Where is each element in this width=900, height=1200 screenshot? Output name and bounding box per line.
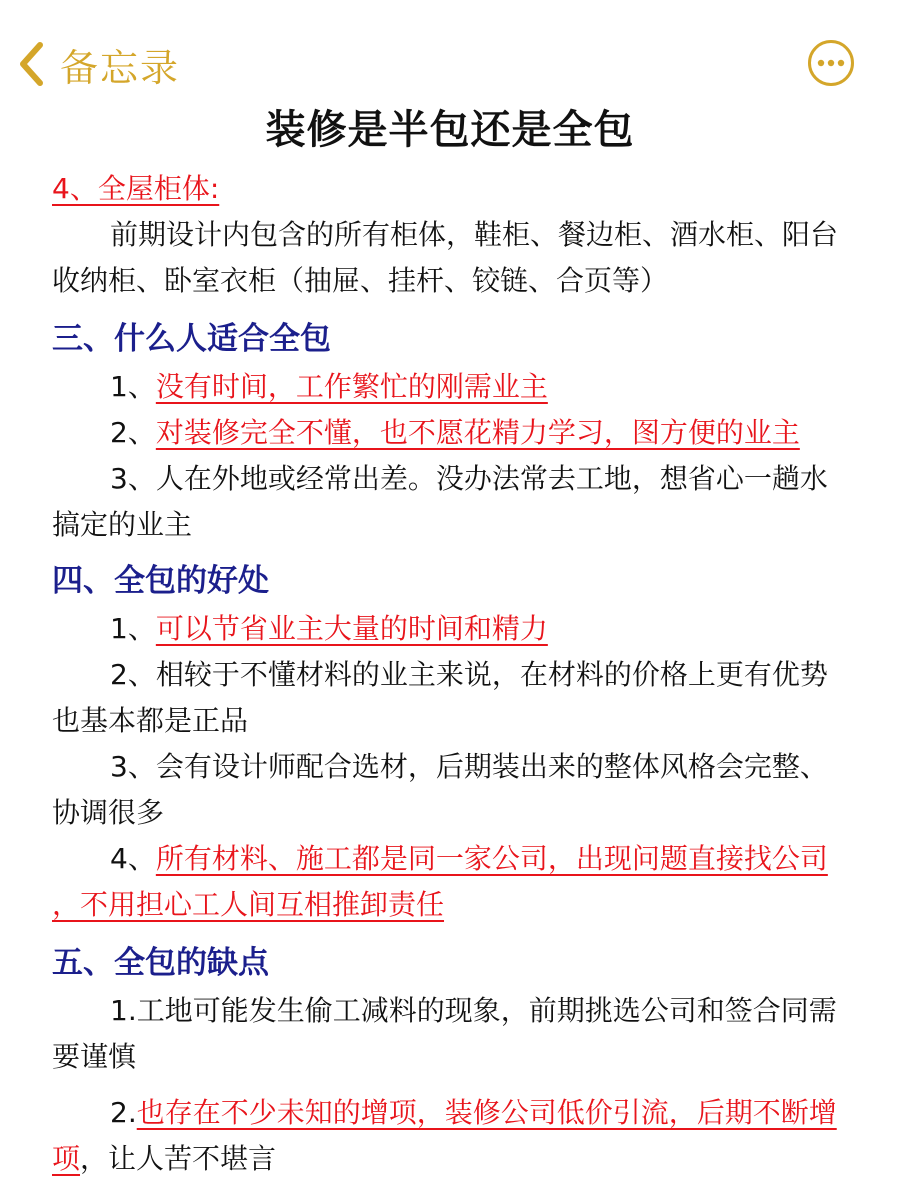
cabinet-heading-line: [52, 166, 862, 212]
more-horizontal-icon[interactable]: [817, 59, 845, 67]
page-title: 装修是半包还是全包: [265, 107, 635, 153]
more-button[interactable]: [808, 40, 854, 86]
drawback-item-1-line-1: 1.工地可能发生偷工减料的现象，前期挑选公司和签合同需: [110, 994, 837, 1027]
benefit-item-4-line-1: [52, 836, 862, 882]
benefit-item-3-line-1: 3、会有设计师配合选材，后期装出来的整体风格会完整、: [110, 750, 828, 783]
benefit-item-3-line-2: 协调很多: [52, 796, 165, 829]
who-item-2-text: 对装修完全不懂，也不愿花精力学习，图方便的业主: [155, 416, 800, 449]
drawback-item-2-line-2: [52, 1136, 862, 1182]
back-button[interactable]: [18, 38, 180, 90]
who-item-1-text: 没有时间，工作繁忙的刚需业主: [155, 370, 548, 403]
who-item-1: [52, 364, 862, 410]
benefit-item-2-line-2: 也基本都是正品: [52, 704, 249, 737]
section-heading-drawbacks: 五、全包的缺点: [52, 945, 269, 981]
drawback-item-2-text-2: 项: [52, 1142, 81, 1175]
who-item-2-num: 2、: [110, 416, 156, 449]
who-item-3-line-1: 3、人在外地或经常出差。没办法常去工地，想省心一趟水: [110, 462, 828, 495]
section-heading-who: 三、什么人适合全包: [52, 321, 331, 357]
back-label[interactable]: 备忘录: [60, 45, 181, 90]
section-heading-benefits: 四、全包的好处: [52, 563, 269, 599]
benefit-item-1-text: 可以节省业主大量的时间和精力: [155, 612, 548, 645]
drawback-item-1-line-2: 要谨慎: [52, 1040, 137, 1073]
benefit-item-2-line-1: 2、相较于不懂材料的业主来说，在材料的价格上更有优势: [110, 658, 828, 691]
cabinet-heading: 4、全屋柜体:: [52, 172, 220, 205]
who-item-2: [52, 410, 862, 456]
drawback-item-2-line-1: [52, 1090, 862, 1136]
nav-header: [0, 0, 900, 100]
benefit-item-4-line-2: [52, 882, 862, 928]
chevron-left-icon[interactable]: [18, 42, 44, 86]
cabinet-line-2: 收纳柜、卧室衣柜（抽屉、挂杆、铰链、合页等）: [52, 264, 669, 297]
who-item-1-num: 1、: [110, 370, 156, 403]
who-item-3-line-2: 搞定的业主: [52, 508, 193, 541]
drawback-item-2-text-1: 也存在不少未知的增项，装修公司低价引流，后期不断增: [136, 1096, 837, 1129]
benefit-item-4-text-2: ，不用担心工人间互相推卸责任: [52, 888, 445, 921]
drawback-item-2-num: 2.: [110, 1096, 137, 1129]
benefit-item-1: [52, 606, 862, 652]
benefit-item-4-text-1: 所有材料、施工都是同一家公司，出现问题直接找公司: [155, 842, 828, 875]
benefit-item-1-num: 1、: [110, 612, 156, 645]
note-body: [52, 166, 862, 1182]
drawback-item-2-rest: ，让人苦不堪言: [80, 1142, 277, 1175]
cabinet-line-1: 前期设计内包含的所有柜体，鞋柜、餐边柜、酒水柜、阳台: [110, 218, 839, 251]
benefit-item-4-num: 4、: [110, 842, 156, 875]
